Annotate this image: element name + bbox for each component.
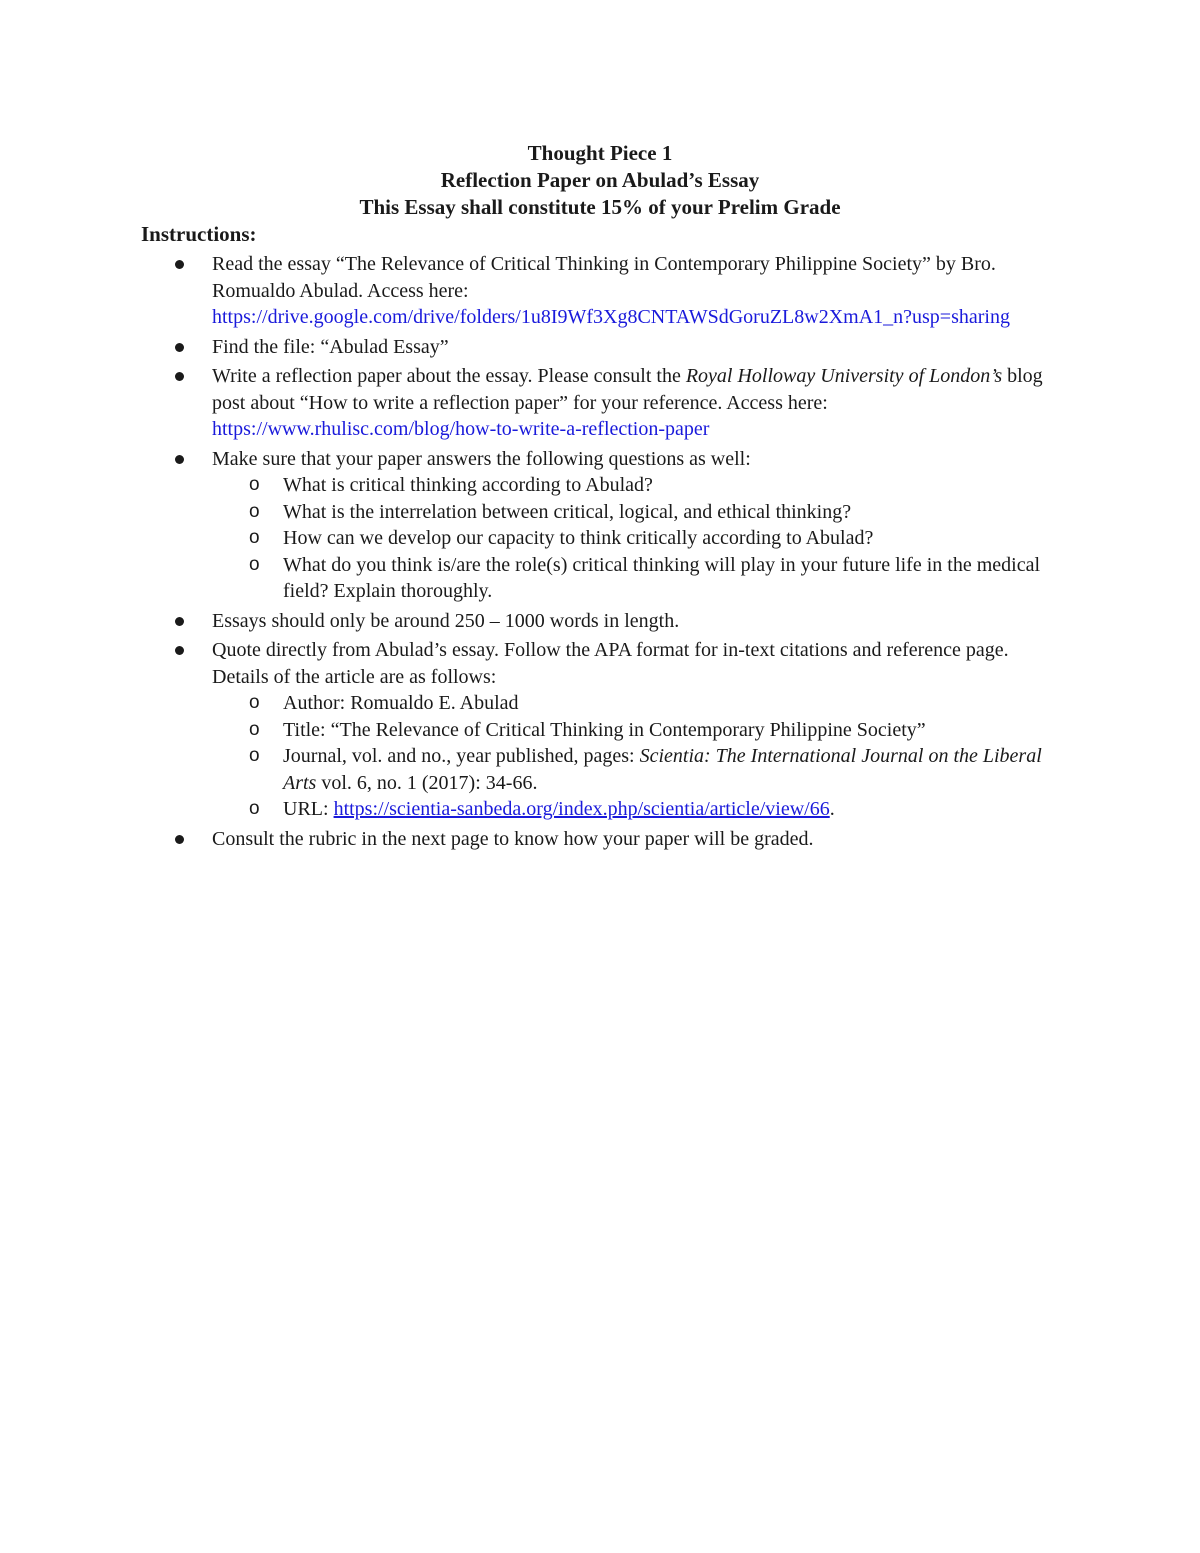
list-item-quote bbox=[141, 637, 1061, 823]
journal-prefix: Journal, vol. and no., year published, pages: bbox=[283, 745, 640, 767]
article-title bbox=[212, 717, 1061, 744]
question-text: What is the interrelation between critical, logical, and ethical thinking? bbox=[283, 500, 852, 523]
article-url-link[interactable]: https://scientia-sanbeda.org/index.php/scientia/article/view/66 bbox=[333, 798, 830, 820]
author-text: Author: Romualdo E. Abulad bbox=[283, 692, 519, 714]
instructions-content bbox=[141, 251, 1061, 855]
article-title-text: Title: “The Relevance of Critical Thinking in Contemporary Philippine Society” bbox=[283, 718, 926, 741]
question-item bbox=[212, 499, 1061, 526]
title-block bbox=[0, 140, 1200, 221]
article-author bbox=[212, 690, 1061, 717]
bullet-icon bbox=[175, 617, 184, 626]
list-item-questions bbox=[141, 446, 1061, 605]
list-item-read bbox=[141, 251, 1061, 331]
rubric-text: Consult the rubric in the next page to know how your paper will be graded. bbox=[212, 827, 814, 850]
find-text: Find the file: “Abulad Essay” bbox=[212, 335, 449, 358]
url-suffix: . bbox=[829, 798, 835, 820]
url-prefix: URL: bbox=[283, 798, 334, 820]
questions-sublist bbox=[212, 472, 1061, 605]
article-journal bbox=[212, 743, 1061, 796]
list-item-find bbox=[141, 334, 1061, 361]
circle-bullet-icon: o bbox=[249, 718, 260, 740]
bullet-icon bbox=[175, 260, 184, 269]
bullet-icon bbox=[175, 455, 184, 464]
article-url bbox=[212, 796, 1061, 823]
question-item bbox=[212, 552, 1061, 605]
circle-bullet-icon: o bbox=[249, 798, 260, 819]
bullet-icon bbox=[175, 646, 184, 655]
write-text-b: blog post about “How to write a reflection paper” for your reference. Access here: bbox=[212, 365, 1043, 414]
write-text-a: Write a reflection paper about the essay. Please consult the bbox=[212, 365, 686, 387]
journal-suffix: vol. 6, no. 1 (2017): 34-66. bbox=[316, 771, 538, 794]
list-item-rubric bbox=[141, 826, 1061, 853]
journal-name: Scientia: The International Journal on the Liberal Arts bbox=[283, 745, 1042, 794]
circle-bullet-icon: o bbox=[249, 500, 260, 522]
bullet-icon bbox=[175, 343, 184, 352]
document-title: Thought Piece 1 bbox=[527, 141, 673, 165]
questions-text: Make sure that your paper answers the following questions as well: bbox=[212, 447, 751, 470]
reflection-guide-link[interactable]: https://www.rhulisc.com/blog/how-to-write-a-reflection-paper bbox=[212, 418, 710, 440]
circle-bullet-icon: o bbox=[249, 692, 260, 713]
grade-note: This Essay shall constitute 15% of your Prelim Grade bbox=[359, 195, 841, 219]
instructions-list bbox=[141, 251, 1061, 852]
circle-bullet-icon: o bbox=[249, 745, 260, 766]
bullet-icon bbox=[175, 835, 184, 844]
drive-link[interactable]: https://drive.google.com/drive/folders/1u8I9Wf3Xg8CNTAWSdGoruZL8w2XmA1_n?usp=sharing bbox=[212, 306, 1010, 328]
question-text: What is critical thinking according to Abulad? bbox=[283, 474, 653, 496]
article-details-sublist bbox=[212, 690, 1061, 823]
bullet-icon bbox=[175, 372, 184, 381]
question-text: What do you think is/are the role(s) critical thinking will play in your future life in the medical field? Explain thoroughly. bbox=[283, 553, 1041, 602]
circle-bullet-icon: o bbox=[249, 474, 260, 495]
circle-bullet-icon: o bbox=[249, 527, 260, 548]
document-subtitle: Reflection Paper on Abulad’s Essay bbox=[440, 168, 760, 192]
list-item-write bbox=[141, 363, 1061, 443]
write-italic: Royal Holloway University of London’s bbox=[685, 365, 1003, 387]
question-item bbox=[212, 472, 1061, 499]
read-text: Read the essay “The Relevance of Critical Thinking in Contemporary Philippine Society” by Bro. Romualdo Abulad. Access here: bbox=[212, 253, 996, 302]
length-text: Essays should only be around 250 – 1000 words in length. bbox=[212, 609, 680, 632]
list-item-length bbox=[141, 608, 1061, 635]
question-item bbox=[212, 525, 1061, 552]
circle-bullet-icon: o bbox=[249, 553, 260, 575]
question-text: How can we develop our capacity to think critically according to Abulad? bbox=[283, 527, 874, 549]
quote-text: Quote directly from Abulad’s essay. Follow the APA format for in-text citations and reference page. Details of the article are as follows: bbox=[212, 639, 1009, 688]
instructions-heading: Instructions: bbox=[141, 222, 257, 246]
